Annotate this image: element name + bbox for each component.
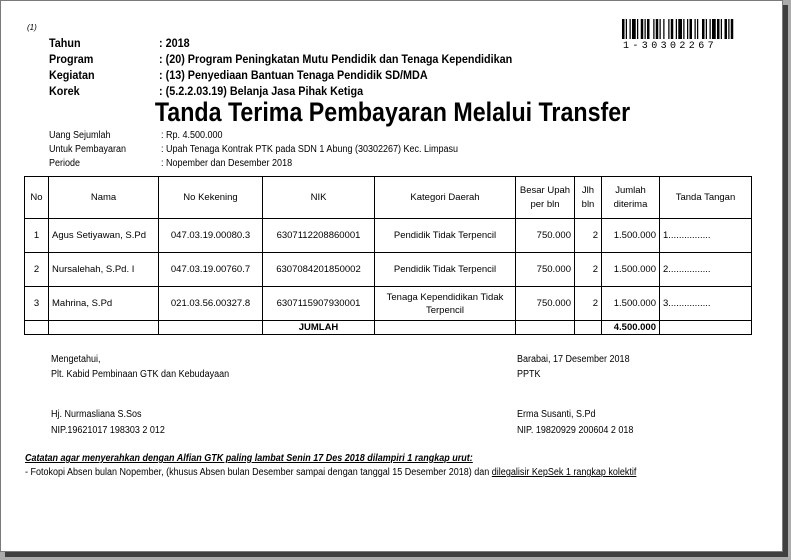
- meta-value-amount: : Rp. 4.500.000: [161, 130, 223, 141]
- note-item: [25, 467, 636, 478]
- sig-right-line1: Barabai, 17 Desember 2018: [517, 354, 630, 365]
- col-header-no: No: [25, 177, 49, 219]
- sig-left-nip: NIP.19621017 198303 2 012: [51, 425, 165, 436]
- meta-value-period: : Nopember dan Desember 2018: [161, 158, 293, 169]
- cell-no: 1: [25, 219, 49, 253]
- cell-kategori: Pendidik Tidak Terpencil: [375, 253, 516, 287]
- cell-no: 3: [25, 287, 49, 321]
- sig-left-line2: Plt. Kabid Pembinaan GTK dan Kebudayaan: [51, 369, 230, 380]
- note-item-underlined: dilegalisir KepSek 1 rangkap kolektif: [491, 467, 637, 478]
- header-value-program: : (20) Program Peningkatan Mutu Pendidik dan Tenaga Kependidikan: [159, 52, 513, 66]
- cell-jlh-bln: 2: [575, 287, 602, 321]
- col-header-jumlah: Jumlah diterima: [602, 177, 660, 219]
- header-value-kegiatan: : (13) Penyediaan Bantuan Tenaga Pendidik SD/MDA: [159, 68, 428, 82]
- col-header-jlh-bln: Jlh bln: [575, 177, 602, 219]
- cell-ttd: 2................: [660, 253, 752, 287]
- note-title: Catatan agar menyerahkan dengan Alfian GTK paling lambat Senin 17 Des 2018 dilampiri 1 rangkap urut:: [25, 453, 473, 464]
- table-total-row: [25, 321, 752, 335]
- col-header-nik: NIK: [263, 177, 375, 219]
- col-header-upah: Besar Upah per bln: [516, 177, 575, 219]
- cell-kategori: Tenaga Kependidikan Tidak Terpencil: [375, 287, 516, 321]
- barcode-number: 1-30302267: [623, 41, 718, 52]
- cell-rekening: 047.03.19.00080.3: [159, 219, 263, 253]
- header-label-program: Program: [49, 52, 94, 66]
- cell-rekening: 047.03.19.00760.7: [159, 253, 263, 287]
- header-label-tahun: Tahun: [49, 36, 81, 50]
- cell-jlh-bln: 2: [575, 253, 602, 287]
- header-value-korek: : (5.2.2.03.19) Belanja Jasa Pihak Ketiga: [159, 84, 364, 98]
- cell-rekening: 021.03.56.00327.8: [159, 287, 263, 321]
- cell-nik: 6307084201850002: [263, 253, 375, 287]
- barcode: [622, 19, 772, 39]
- total-empty-cell: [375, 321, 516, 335]
- cell-upah: 750.000: [516, 287, 575, 321]
- total-label: JUMLAH: [263, 321, 375, 335]
- col-header-kategori: Kategori Daerah: [375, 177, 516, 219]
- total-empty-cell: [159, 321, 263, 335]
- sig-right-line2: PPTK: [517, 369, 541, 380]
- total-empty-cell: [516, 321, 575, 335]
- meta-label-amount: Uang Sejumlah: [49, 130, 111, 141]
- cell-nama: Mahrina, S.Pd: [49, 287, 159, 321]
- meta-value-purpose: : Upah Tenaga Kontrak PTK pada SDN 1 Abung (30302267) Kec. Limpasu: [161, 144, 459, 155]
- cell-no: 2: [25, 253, 49, 287]
- header-label-korek: Korek: [49, 84, 80, 98]
- table-row: [25, 287, 752, 321]
- table-row: [25, 219, 752, 253]
- total-empty-cell: [660, 321, 752, 335]
- col-header-ttd: Tanda Tangan: [660, 177, 752, 219]
- total-empty-cell: [25, 321, 49, 335]
- note-item-text: - Fotokopi Absen bulan Nopember, (khusus Absen bulan Desember sampai dengan tanggal 15 Desember 2018) dan: [25, 467, 492, 478]
- header-label-kegiatan: Kegiatan: [49, 68, 95, 82]
- total-empty-cell: [49, 321, 159, 335]
- sig-right-name: Erma Susanti, S.Pd: [517, 409, 596, 420]
- col-header-nama: Nama: [49, 177, 159, 219]
- sig-right-nip: NIP. 19820929 200604 2 018: [517, 425, 634, 436]
- payment-table: [24, 176, 752, 335]
- total-empty-cell: [575, 321, 602, 335]
- cell-upah: 750.000: [516, 219, 575, 253]
- cell-jumlah: 1.500.000: [602, 287, 660, 321]
- cell-jumlah: 1.500.000: [602, 253, 660, 287]
- table-header-row: [25, 177, 752, 219]
- cell-ttd: 1................: [660, 219, 752, 253]
- cell-kategori: Pendidik Tidak Terpencil: [375, 219, 516, 253]
- meta-label-period: Periode: [49, 158, 81, 169]
- header-value-tahun: : 2018: [159, 36, 190, 50]
- col-header-rekening: No Kekening: [159, 177, 263, 219]
- sig-left-line1: Mengetahui,: [51, 354, 101, 365]
- sig-left-name: Hj. Nurmasliana S.Sos: [51, 409, 142, 420]
- cell-ttd: 3................: [660, 287, 752, 321]
- cell-jumlah: 1.500.000: [602, 219, 660, 253]
- page-number: (1): [27, 23, 37, 32]
- cell-jlh-bln: 2: [575, 219, 602, 253]
- cell-upah: 750.000: [516, 253, 575, 287]
- cell-nik: 6307112208860001: [263, 219, 375, 253]
- cell-nama: Nursalehah, S.Pd. I: [49, 253, 159, 287]
- total-value: 4.500.000: [602, 321, 660, 335]
- cell-nama: Agus Setiyawan, S.Pd: [49, 219, 159, 253]
- table-row: [25, 253, 752, 287]
- meta-label-purpose: Untuk Pembayaran: [49, 144, 127, 155]
- page-title: Tanda Terima Pembayaran Melalui Transfer: [154, 97, 631, 127]
- cell-nik: 6307115907930001: [263, 287, 375, 321]
